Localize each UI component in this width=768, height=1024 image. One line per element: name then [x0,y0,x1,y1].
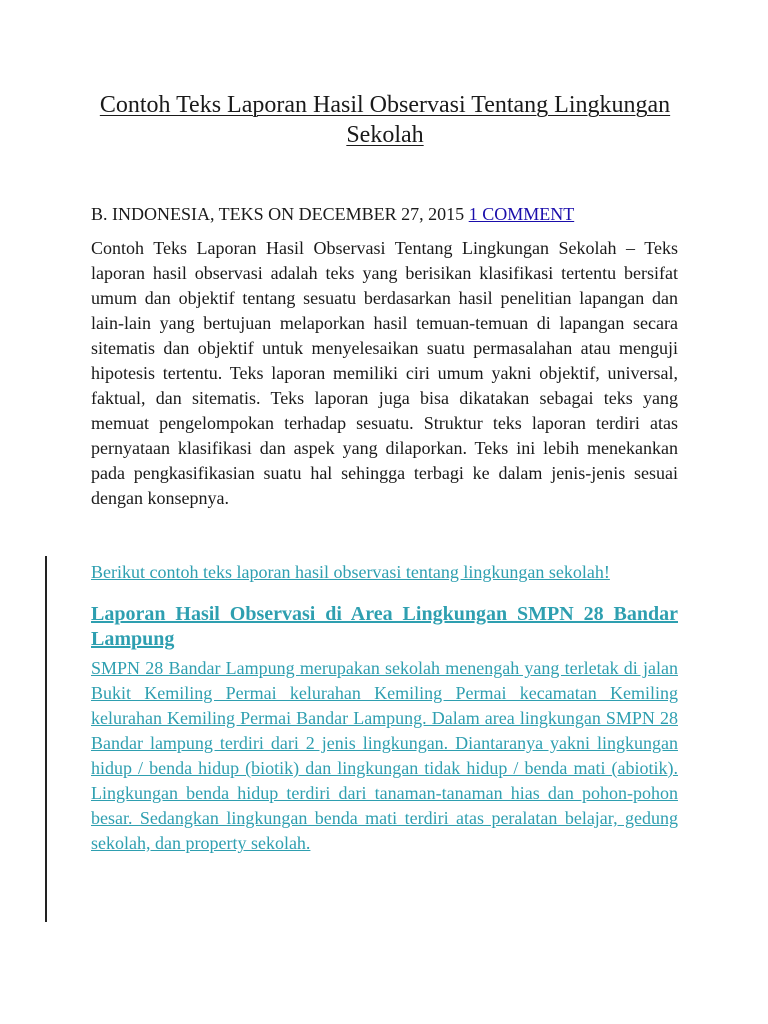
comments-link[interactable]: 1 COMMENT [468,204,575,224]
post-meta [91,203,574,225]
section-heading-link[interactable]: Laporan Hasil Observasi di Area Lingkungan SMPN 28 Bandar Lampung [91,603,678,650]
page-title [92,90,678,150]
post-category-date: B. INDONESIA, TEKS ON DECEMBER 27, 2015 [91,204,465,224]
lead-link[interactable]: Berikut contoh teks laporan hasil observasi tentang lingkungan sekolah! [91,562,610,582]
intro-paragraph: Contoh Teks Laporan Hasil Observasi Tentang Lingkungan Sekolah – Teks laporan hasil observasi adalah teks yang berisikan klasifikasi tertentu bersifat umum dan objektif tentang sesuatu berdasarkan hasil penelitian lapangan dan lain-lain yang bertujuan melaporkan hasil temuan-temuan di lapangan secara sitematis dan objektif untuk menyelesaikan suatu permasalahan atau menguji hipotesis tertentu. Teks laporan memiliki ciri umum yakni objektif, universal, faktual, dan sitematis. Teks laporan juga bisa dikatakan sebagai teks yang memuat pengelompokan terhadap sesuatu. Struktur teks laporan terdiri atas pernyataan klasifikasi dan aspek yang dilaporkan. Teks ini lebih menekankan pada pengkasifikasian suatu hal sehingga terbagi ke dalam jenis-jenis sesuai dengan konsepnya. [91,238,678,508]
margin-divider [45,556,47,922]
page-title-text: Contoh Teks Laporan Hasil Observasi Tentang Lingkungan Sekolah [99,92,671,148]
section-paragraph-link[interactable]: SMPN 28 Bandar Lampung merupakan sekolah menengah yang terletak di jalan Bukit Kemiling Permai kelurahan Kemiling Permai kecamatan Kemiling kelurahan Kemiling Permai Bandar Lampung. Dalam area lingkungan SMPN 28 Bandar lampung terdiri dari 2 jenis lingkungan. Diantaranya yakni lingkungan hidup / benda hidup (biotik) dan lingkungan tidak hidup / benda mati (abiotik). Lingkungan benda hidup terdiri dari tanaman-tanaman hias dan pohon-pohon besar. Sedangkan lingkungan benda mati terdiri atas peralatan belajar, gedung sekolah, dan property sekolah. [91,658,678,853]
